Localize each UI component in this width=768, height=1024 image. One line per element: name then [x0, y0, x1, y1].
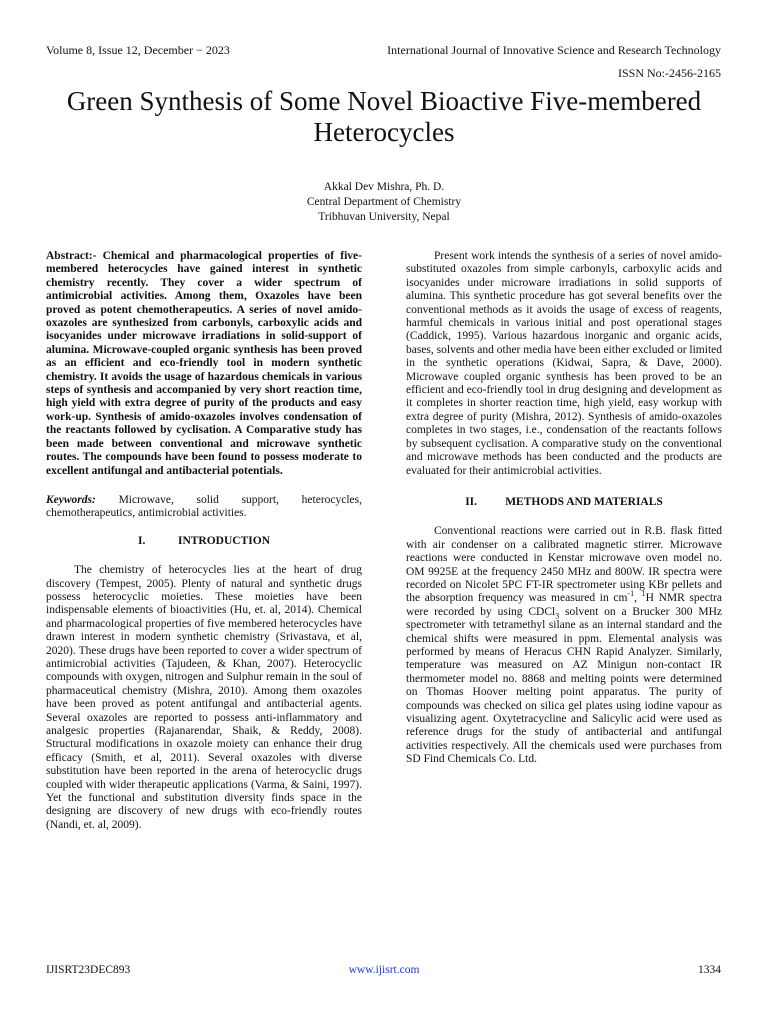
- section-title: INTRODUCTION: [177, 534, 270, 547]
- methods-text-1: Conventional reactions were carried out in R.B. flask fitted with air condenser on a calibrated magnetic stirrer. Microwave reactions were conducted in Kenstar microwave oven model no. OM 9925E at the frequency 2450 MHz and 800W. IR spectra were recorded on Nicolet 5PC FT-IR spectrometer using KBr pellets and the absorption frequency was measured in cm: [406, 525, 722, 605]
- subscript: 3: [555, 611, 560, 621]
- section-number: II.: [465, 495, 478, 508]
- header-issn: ISSN No:-2456-2165: [617, 66, 721, 80]
- author-name: Akkal Dev Mishra, Ph. D.: [323, 181, 445, 193]
- keywords-text: Microwave, solid support, heterocycles, chemotherapeutics, antimicrobial activities.: [46, 493, 363, 520]
- right-column: [406, 250, 722, 767]
- footer-page-number: 1334: [698, 964, 721, 976]
- abstract: Abstract:- Chemical and pharmacological properties of five- membered heterocycles have gained interest in synthetic chemistry recently. They cover a wider spectrum of antimicrobial activities. Among them, Oxazoles have been proved as potent chemotherapeutics. A series of novel amido-oxazoles are synthesized from carbonyls, carboxylic acids and isocyanides under microwave irradiations in solid-support of alumina. Microwave-coupled organic synthesis has been proved as an efficient and eco-friendly tool in modern synthetic chemistry. It avoids the usage of hazardous chemicals in various steps of synthesis and accompanied by very short reaction time, high yield with extra degree of purity of the products and easy work-up. Synthesis of amido-oxazoles involves condensation of the reactants followed by cyclisation. A Comparative study has been made between conventional and microwave synthetic routes. The compounds have been found to possess moderate to excellent antifungal and antibacterial potentials.: [46, 250, 362, 477]
- footer-website-link[interactable]: www.ijisrt.com: [348, 964, 420, 976]
- methods-paragraph: [406, 525, 722, 766]
- left-column: [46, 250, 362, 832]
- header-journal-name: International Journal of Innovative Science and Research Technology: [387, 43, 721, 57]
- section-number: I.: [137, 534, 146, 547]
- author-department: Central Department of Chemistry: [306, 196, 462, 208]
- superscript: -1: [627, 589, 635, 599]
- keywords: [46, 494, 362, 521]
- author-block: [0, 180, 768, 225]
- header-volume: Volume 8, Issue 12, December − 2023: [46, 43, 230, 57]
- section-heading-methods: [406, 496, 722, 509]
- superscript: 1: [641, 589, 646, 599]
- methods-text-2: ,: [634, 592, 642, 605]
- section-heading-introduction: [46, 535, 362, 548]
- methods-text-3: H NMR spectra were recorded by using CDCl: [406, 592, 722, 618]
- methods-text-4: solvent on a Brucker 300 MHz spectrometer with tetramethyl silane as an internal standard and the chemical shifts were measured in ppm. Elemental analysis was performed by means of Heracus CHN Rapid Analyzer. Similarly, temperature was measured on AZ Minigun non-contact IR thermometer model no. 8868 and melting points were determined on Thomas Hoover melting point apparatus. The purity of compounds was checked on silica gel plates using iodine vapour as visualizing agent. Oxytetracycline and Salicylic acid were used as reference drugs for the study of antibacterial and antifungal activities respectively. All the chemicals used were purchases from SD Find Chemicals Co. Ltd.: [406, 605, 723, 766]
- section-title: METHODS AND MATERIALS: [505, 495, 663, 508]
- keywords-label: Keywords:: [46, 493, 96, 506]
- footer-article-id: IJISRT23DEC893: [46, 964, 131, 976]
- present-work-paragraph: Present work intends the synthesis of a series of novel amido-substituted oxazoles from simple carbonyls, carboxylic acids and isocyanides under microware irradiations in solid supports of alumina. This synthetic procedure has got several benefits over the conventional methods as it avoids the usage of excess of reagents, harmful chemicals in various initial and post operational stages (Caddick, 1995). Various hazardous inorganic and organic acids, bases, solvents and other media have been either excluded or limited in the synthetic operations (Kidwai, Sapra, & Dave, 2000). Microwave coupled organic synthesis has been proved to be an efficient and eco-friendly tool in drug designing and development as it completes in shorter reaction time, high yield, easy workup with extra degree of purity (Mishra, 2012). Synthesis of amido-oxazoles completes in two stages, i.e., condensation of the reactants follows by subsequent cyclisation. A comparative study on the conventional and microwave methods has been conducted and the products are evaluated for their antimicrobial activities.: [406, 250, 722, 477]
- paper-title: Green Synthesis of Some Novel Bioactive Five-membered Heterocycles: [66, 86, 702, 147]
- introduction-paragraph: The chemistry of heterocycles lies at the heart of drug discovery (Tempest, 2005). Plenty of natural and synthetic drugs possess heterocyclic moieties. These moieties have been indispensable elements of bioactivities (Hu, et. al, 2014). Chemical and pharmacological properties of five membered heterocycles have drawn interest in modern synthetic chemistry (Srivastava, et al, 2020). These drugs have been reported to cover a wider spectrum of antimicrobial activities (Tajudeen, & Khan, 2007). Heterocyclic compounds with oxygen, nitrogen and Sulphur remain in the soul of pharmaceutical chemistry (Mishra, 2010). Among them oxazoles have been proved as potent antifungal and antibacterial agents. Several oxazoles are reported to possess anti-inflammatory and analgesic properties (Rajanarendar, Shaik, & Reddy, 2008). Structural modifications in oxazole moiety can enhance their drug efficacy (Smith, et al, 2011). Several oxazoles with diverse substitution have been reported in the arena of heterocyclic drugs coupled with wider therapeutic applications (Varma, & Saini, 1997). Yet the functional and substitution diversity finds space in the designing are discovery of new drugs with eco-friendly routes (Nandi, et. al, 2009).: [46, 564, 362, 831]
- author-university: Tribhuvan University, Nepal: [318, 211, 450, 223]
